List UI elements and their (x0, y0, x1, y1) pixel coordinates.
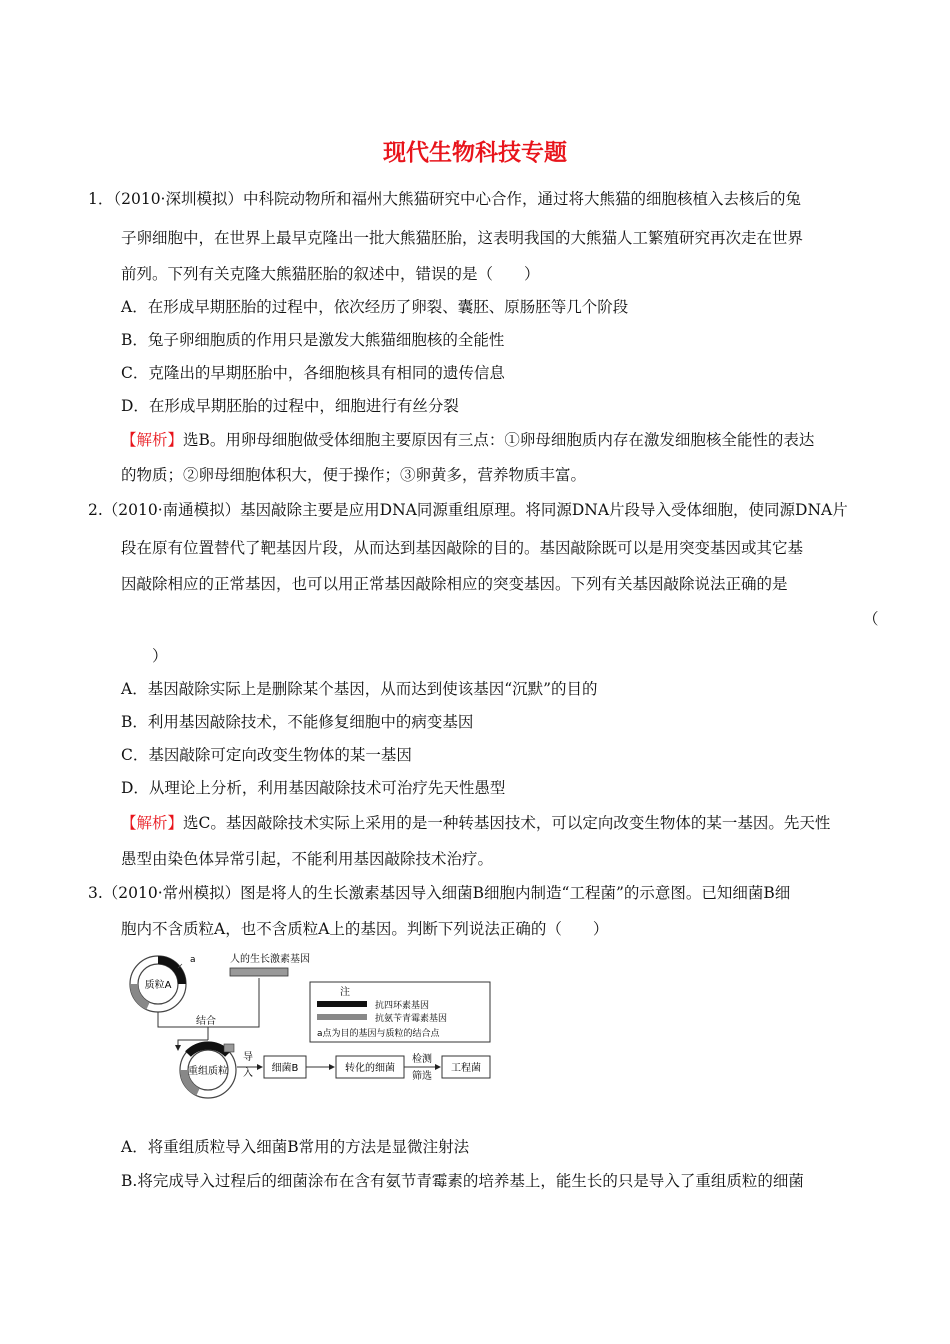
q2-analysis-line-1 (121, 812, 830, 834)
q1-option-a: A．在形成早期胚胎的过程中，依次经历了卵裂、囊胚、原肠胚等几个阶段 (121, 298, 629, 316)
engineered-bacteria-diagram (120, 952, 510, 1100)
recombinant-label: 重组质粒 (188, 1066, 228, 1077)
legend-amp-swatch (317, 1014, 367, 1020)
q2-analysis-text: 选C。基因敲除技术实际上采用的是一种转基因技术，可以定向改变生物体的某一基因。先天性 (183, 814, 831, 832)
legend-a-label: a点为目的基因与质粒的结合点 (317, 1029, 440, 1039)
q2-analysis-tag: 【解析】 (121, 814, 184, 832)
transformed-label: 转化的细菌 (345, 1063, 395, 1074)
page-title: 现代生物科技专题 (383, 140, 567, 166)
q1-option-b: B．兔子卵细胞质的作用只是激发大熊猫细胞核的全能性 (121, 331, 505, 349)
q3-option-b: B.将完成导入过程后的细菌涂布在含有氨节青霉素的培养基上，能生长的只是导入了重组质粒的细菌 (121, 1172, 804, 1190)
q2-analysis-line-2: 愚型由染色体异常引起，不能利用基因敲除技术治疗。 (121, 850, 494, 868)
q2-option-a: A．基因敲除实际上是删除某个基因，从而达到使该基因“沉默”的目的 (121, 680, 598, 698)
q3-stem-line-1: 3.（2010·常州模拟）图是将人的生长激素基因导入细菌B细胞内制造“工程菌”的示意图。已知细菌B细 (88, 884, 791, 902)
bacteria-b-label: 细菌B (271, 1063, 299, 1074)
q1-analysis-line-2: 的物质；②卵母细胞体积大，便于操作；③卵黄多，营养物质丰富。 (121, 466, 587, 484)
q1-stem-line-2: 子卵细胞中，在世界上最早克隆出一批大熊猫胚胎，这表明我国的大熊猫人工繁殖研究再次走在世界 (121, 229, 804, 247)
q1-option-c: C．克隆出的早期胚胎中，各细胞核具有相同的遗传信息 (121, 364, 505, 382)
q2-stem-line-1: 2.（2010·南通模拟）基因敲除主要是应用DNA同源重组原理。将同源DNA片段导入受体细胞，使同源DNA片 (88, 501, 848, 519)
legend-amp-label: 抗氨苄青霉素基因 (375, 1014, 448, 1024)
q1-analysis-line-1 (121, 429, 814, 451)
legend-title: 注 (340, 987, 350, 998)
legend-tet-swatch (317, 1001, 367, 1007)
q3-stem-line-2: 胞内不含质粒A，也不含质粒A上的基因。判断下列说法正确的（ ） (121, 920, 609, 938)
q2-option-d: D．从理论上分析，利用基因敲除技术可治疗先天性愚型 (121, 779, 506, 797)
combine-label: 结合 (196, 1016, 216, 1027)
q1-analysis-text: 选B。用卵母细胞做受体细胞主要原因有三点：①卵母细胞质内存在激发细胞核全能性的表达 (183, 431, 815, 449)
gene-label: 人的生长激素基因 (230, 954, 310, 965)
q2-paren-open: （ (863, 610, 879, 628)
q1-stem-line-1: 1．（2010·深圳模拟）中科院动物所和福州大熊猫研究中心合作，通过将大熊猫的细胞核植入去核后的兔 (88, 190, 801, 208)
q2-option-b: B．利用基因敲除技术，不能修复细胞中的病变基因 (121, 713, 474, 731)
screen-label: 筛选 (412, 1071, 432, 1082)
q2-stem-line-2: 段在原有位置替代了靶基因片段，从而达到基因敲除的目的。基因敲除既可以是用突变基因或其它基 (121, 539, 804, 557)
q2-stem-line-3: 因敲除相应的正常基因，也可以用正常基因敲除相应的突变基因。下列有关基因敲除说法正确的是 (121, 575, 788, 593)
plasmid-a-label: 质粒A (144, 980, 172, 991)
q3-option-a: A．将重组质粒导入细菌B常用的方法是显微注射法 (121, 1138, 470, 1156)
legend-tet-label: 抗四环素基因 (375, 1001, 430, 1011)
q1-stem-line-3: 前列。下列有关克隆大熊猫胚胎的叙述中，错误的是（ ） (121, 265, 540, 283)
engineered-label: 工程菌 (451, 1063, 481, 1074)
import-label-1: 导 (243, 1052, 253, 1063)
q1-option-d: D．在形成早期胚胎的过程中，细胞进行有丝分裂 (121, 397, 459, 415)
point-a-label: a (190, 955, 196, 965)
q2-paren-close: ） (152, 647, 168, 665)
import-label-2: 入 (243, 1068, 253, 1079)
q1-analysis-tag: 【解析】 (121, 431, 184, 449)
growth-hormone-gene-bar (230, 968, 288, 976)
q2-option-c: C．基因敲除可定向改变生物体的某一基因 (121, 746, 412, 764)
detect-label: 检测 (412, 1054, 432, 1065)
